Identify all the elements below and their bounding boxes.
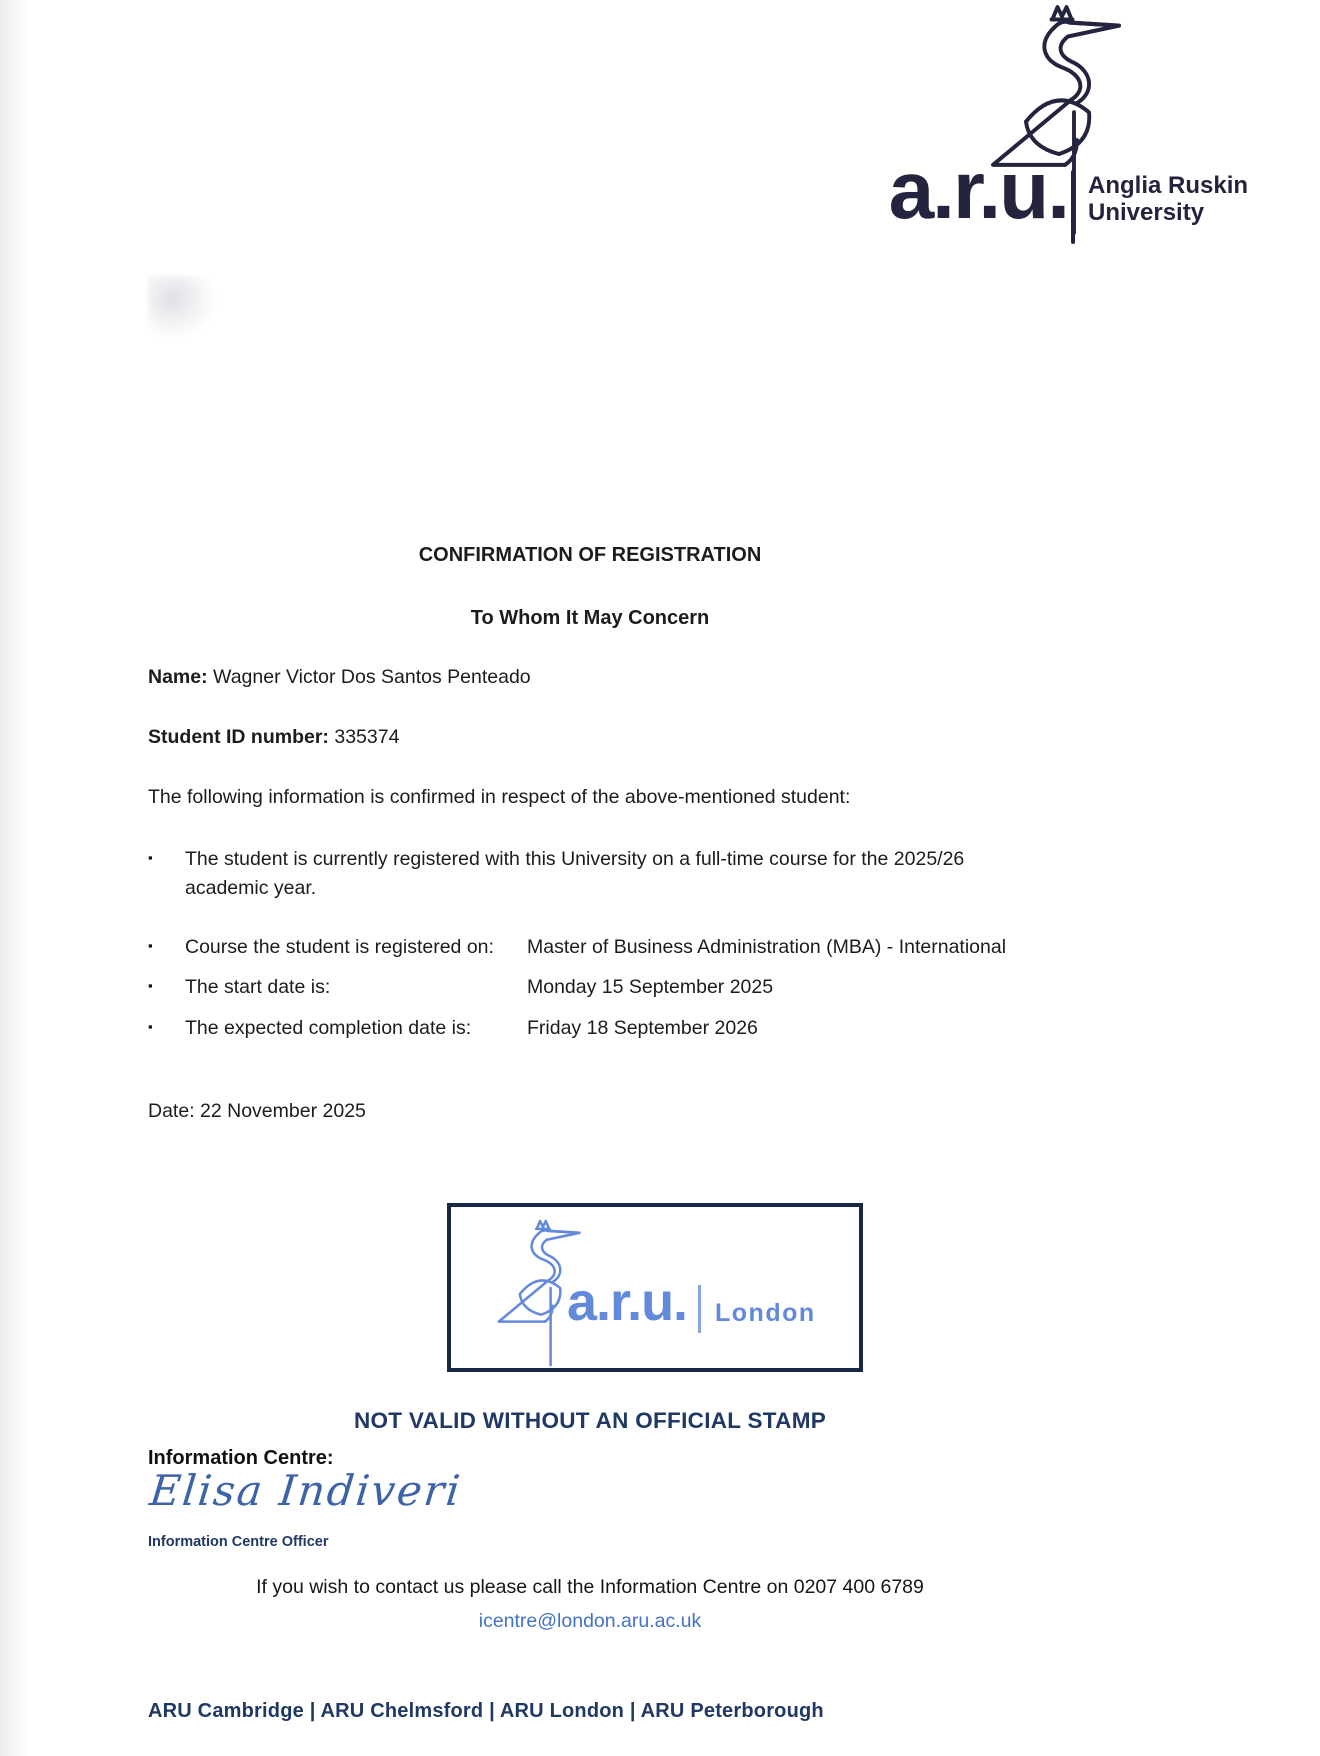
salutation: To Whom It May Concern bbox=[470, 607, 710, 629]
student-name-line bbox=[148, 666, 531, 689]
bullet-label: Course the student is registered on: bbox=[185, 936, 494, 958]
scan-smudge bbox=[148, 276, 218, 340]
name-label: Name: bbox=[148, 666, 208, 688]
intro-line: The following information is confirmed in respect of the above-mentioned student: bbox=[148, 786, 851, 808]
stamp-divider bbox=[698, 1285, 701, 1333]
bullet-completion-date bbox=[148, 1014, 758, 1043]
stamp-campus-label: London bbox=[715, 1299, 816, 1327]
name-value: Wagner Victor Dos Santos Penteado bbox=[213, 666, 531, 688]
bullet-value: Friday 18 September 2026 bbox=[527, 1017, 758, 1039]
issue-date-line: Date: 22 November 2025 bbox=[148, 1100, 366, 1122]
bullet-course bbox=[148, 933, 1006, 962]
contact-email-line bbox=[148, 1610, 1032, 1633]
contact-line: If you wish to contact us please call the Information Centre on 0207 400 6789 bbox=[256, 1576, 924, 1598]
handwritten-signature: Elisa Indiveri bbox=[147, 1466, 465, 1515]
information-centre-heading: Information Centre: bbox=[148, 1447, 334, 1469]
bullet-label: The start date is: bbox=[185, 976, 331, 998]
email-link[interactable]: icentre@london.aru.ac.uk bbox=[478, 1610, 702, 1632]
student-id-line bbox=[148, 726, 399, 749]
bullet-square-icon: ▪ bbox=[148, 978, 153, 993]
student-id-value: 335374 bbox=[334, 726, 400, 748]
bullet-value: Master of Business Administration (MBA) - International bbox=[527, 936, 1007, 958]
bullet-square-icon: ▪ bbox=[148, 938, 153, 953]
university-name bbox=[1088, 172, 1248, 226]
student-id-label: Student ID number: bbox=[148, 726, 329, 748]
bullet-square-icon: ▪ bbox=[148, 1019, 153, 1034]
stamp-wordmark: a.r.u. bbox=[567, 1272, 688, 1332]
bullet-text: The student is currently registered with this University on a full-time course for the 2025/26 academic year. bbox=[185, 848, 965, 899]
document-title: CONFIRMATION OF REGISTRATION bbox=[418, 544, 762, 566]
bullet-start-date bbox=[148, 973, 773, 1002]
official-stamp bbox=[447, 1203, 863, 1372]
bullet-square-icon: ▪ bbox=[148, 850, 153, 865]
campus-footer: ARU Cambridge | ARU Chelmsford | ARU London | ARU Peterborough bbox=[148, 1700, 824, 1722]
university-name-line2: University bbox=[1088, 199, 1205, 226]
aru-wordmark: a.r.u. bbox=[888, 145, 1068, 236]
bullet-registration-status bbox=[148, 845, 1032, 903]
university-name-line1: Anglia Ruskin bbox=[1088, 172, 1249, 199]
brand-divider bbox=[1071, 170, 1075, 244]
scan-edge-shadow bbox=[0, 0, 30, 1756]
signer-title: Information Centre Officer bbox=[148, 1534, 329, 1550]
bullet-value: Monday 15 September 2025 bbox=[527, 976, 774, 998]
bullet-label: The expected completion date is: bbox=[185, 1017, 472, 1039]
validity-notice: NOT VALID WITHOUT AN OFFICIAL STAMP bbox=[353, 1408, 827, 1433]
